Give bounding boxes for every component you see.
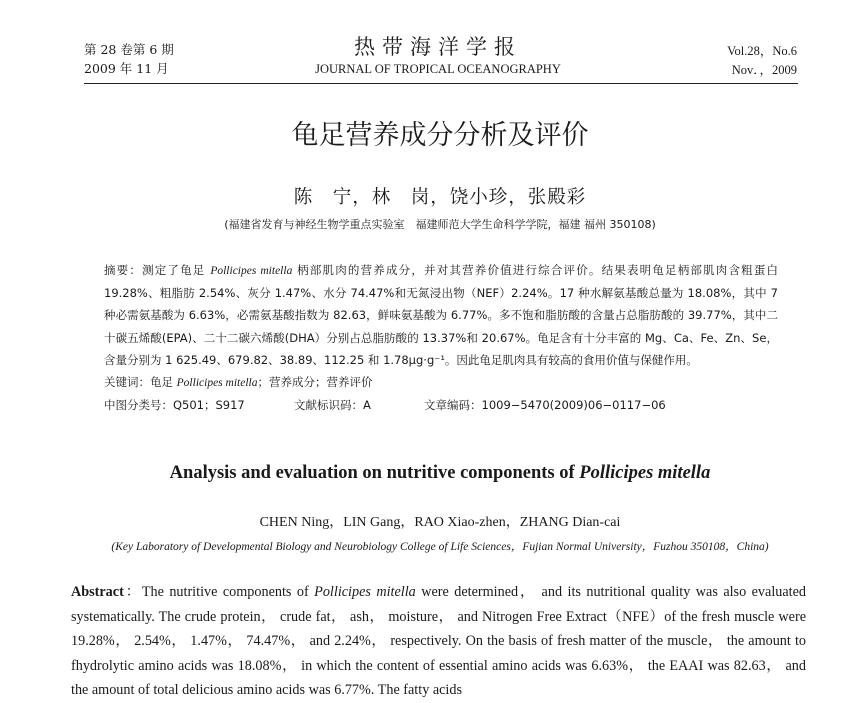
abstract-en-colon: ： <box>123 584 142 600</box>
clc-code: 中图分类号：Q501；S917 <box>104 398 245 413</box>
paper-title-en-species: Pollicipes mitella <box>579 463 711 483</box>
volume-issue-cn: 第 28 卷第 6 期 <box>84 42 174 57</box>
paper-title-en <box>0 460 852 486</box>
journal-name-cn: 热带海洋学报 <box>354 35 522 59</box>
date-cn: 2009 年 11 月 <box>84 61 169 76</box>
article-number: 文章编码：1009−5470(2009)06−0117−06 <box>424 398 666 413</box>
abstract-en <box>71 580 806 703</box>
paper-title-en-text: Analysis and evaluation on nutritive components of <box>169 463 580 483</box>
keywords-cn-species: Pollicipes mitella <box>176 377 258 390</box>
volume-issue-en: Vol.28，No.6 <box>727 44 797 58</box>
header-rule <box>84 83 798 84</box>
date-en: Nov．，2009 <box>731 63 797 77</box>
keywords-cn-seg1: 龟足 <box>150 375 177 390</box>
header-center <box>300 34 576 77</box>
authors-cn: 陈 宁，林 岗，饶小珍，张殿彩 <box>293 187 587 208</box>
authors-en: CHEN Ning，LIN Gang，RAO Xiao-zhen，ZHANG Dian-cai <box>259 515 621 530</box>
keywords-cn-seg2: ；营养成分；营养评价 <box>257 375 373 390</box>
abstract-en-seg1: The nutritive components of <box>141 584 315 600</box>
header-left <box>84 40 174 78</box>
abstract-cn-label: 摘要： <box>104 263 143 277</box>
journal-name-en: JOURNAL OF TROPICAL OCEANOGRAPHY <box>315 62 561 76</box>
affiliation-cn: (福建省发育与神经生物学重点实验室 福建师范大学生命科学学院，福建 福州 350108) <box>224 218 656 231</box>
classification-row <box>104 394 778 416</box>
abstract-en-seg2: were determined， and its nutritional quality was also evaluated systematically. The crude protein， crude fat， ash， moisture， and Nitrogen Free Extract（NFE）of the fresh muscle were 19.28%， 2.54%， 1.47%， 74.47%， and 2.24%， respectively. On the basis of fresh matter of the muscle， the amount to fhydrolytic amino acids was 18.08%， in which the content of essential amino acids was 6.63%， the EAAI was 82.63， and the amount of total delicious amino acids was 6.77%. The fatty acids <box>71 584 806 698</box>
affiliation-en: (Key Laboratory of Developmental Biology and Neurobiology College of Life Sciences，Fujian Normal University，Fuzhou 350108，China) <box>111 541 769 553</box>
doc-code: 文献标识码：A <box>294 398 371 413</box>
abstract-cn-seg1: 测定了龟足 <box>142 263 211 277</box>
header-right <box>690 42 797 80</box>
abstract-cn <box>104 259 778 371</box>
abstract-cn-seg2: 柄部肌肉的营养成分，并对其营养价值进行综合评价。结果表明龟足柄部肌肉含粗蛋白 19.28%、粗脂肪 2.54%、灰分 1.47%、水分 74.47%和无氮浸出物（NEF）2.24%。17 种水解氨基酸总量为 18.08%，其中 7 种必需氨基酸为 6.63%，必需氨基酸指数为 82.63，鲜味氨基酸为 6.77%。多不饱和脂肪酸的含量占总脂肪酸的 39.77%，其中二十碳五烯酸(EPA)、二十二碳六烯酸(DHA）分别占总脂肪酸的 13.37%和 20.67%。龟足含有十分丰富的 Mg、Ca、Fe、Zn、Se，含量分别为 1 625.49、679.82、38.89、112.25 和 1.78μg·g⁻¹。因此龟足肌肉具有较高的食用价值与保健作用。 <box>104 263 779 367</box>
abstract-cn-species: Pollicipes mitella <box>210 265 293 277</box>
abstract-en-species: Pollicipes mitella <box>314 584 416 600</box>
keywords-cn <box>104 371 778 394</box>
keywords-cn-label: 关键词： <box>104 375 150 390</box>
paper-title-cn: 龟足营养成分分析及评价 <box>291 120 589 151</box>
abstract-cn-block <box>104 259 778 416</box>
abstract-en-label: Abstract <box>71 584 124 600</box>
